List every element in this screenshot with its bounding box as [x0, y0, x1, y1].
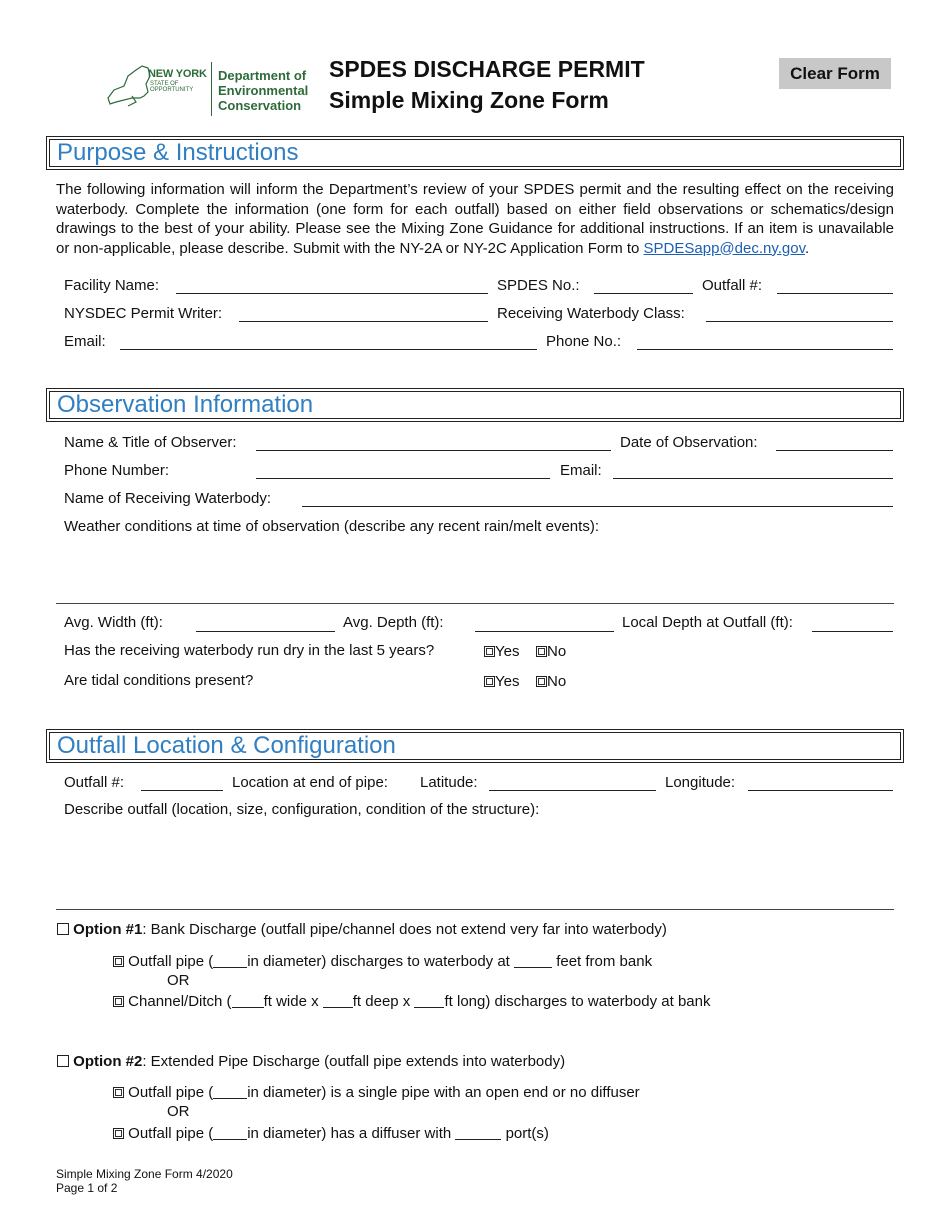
option1-pipe-row — [113, 953, 652, 970]
instructions-end: . — [804, 239, 810, 257]
option2-open-pipe-text1: Outfall pipe ( — [128, 1084, 214, 1101]
location-label: Location at end of pipe: — [232, 774, 388, 791]
logo-dept-line3: Conservation — [218, 98, 302, 113]
page-title: SPDES DISCHARGE PERMIT — [329, 56, 645, 82]
waterbody-class-field[interactable] — [706, 321, 893, 322]
local-depth-label: Local Depth at Outfall (ft): — [622, 614, 793, 631]
option2-checkbox[interactable] — [57, 1055, 69, 1067]
tidal-no-label: No — [547, 673, 567, 690]
outfall-no-field[interactable] — [777, 293, 893, 294]
latitude-field[interactable] — [489, 790, 656, 791]
option2-or: OR — [167, 1103, 190, 1120]
run-dry-no-checkbox[interactable] — [536, 646, 547, 657]
section-purpose-heading: Purpose & Instructions — [57, 139, 299, 166]
longitude-field[interactable] — [748, 790, 893, 791]
option1-checkbox[interactable] — [57, 923, 69, 935]
option2-diffuser-text1: Outfall pipe ( — [128, 1125, 214, 1142]
facility-name-field[interactable] — [176, 293, 488, 294]
run-dry-yes-option[interactable] — [484, 643, 519, 660]
option1-row — [57, 921, 667, 938]
phone-label: Phone No.: — [546, 333, 622, 350]
observation-date-label: Date of Observation: — [620, 434, 758, 451]
longitude-label: Longitude: — [665, 774, 736, 791]
option2-diffuser-checkbox[interactable] — [113, 1128, 124, 1139]
option1-channel-checkbox[interactable] — [113, 996, 124, 1007]
logo-dept-line2: Environmental — [218, 83, 309, 98]
option2-open-pipe-checkbox[interactable] — [113, 1087, 124, 1098]
section-outfall — [46, 729, 904, 763]
option1-pipe-distance-field[interactable] — [514, 953, 552, 968]
option1-channel-text4: ft long) discharges to waterbody at bank — [444, 993, 711, 1010]
section-observation — [46, 388, 904, 422]
run-dry-no-label: No — [547, 643, 567, 660]
option1-channel-row — [113, 993, 710, 1010]
email-label: Email: — [64, 333, 106, 350]
observation-date-field[interactable] — [776, 450, 893, 451]
permit-writer-label: NYSDEC Permit Writer: — [64, 305, 223, 322]
option1-channel-text3: ft deep x — [352, 993, 411, 1010]
tidal-no-option[interactable] — [536, 673, 566, 690]
local-depth-field[interactable] — [812, 631, 893, 632]
email-field[interactable] — [120, 349, 537, 350]
facility-name-label: Facility Name: — [64, 277, 160, 294]
logo-dept-text — [218, 68, 308, 113]
outfall-number-field[interactable] — [141, 790, 223, 791]
permit-writer-field[interactable] — [239, 321, 488, 322]
logo-ny-text: NEW YORK — [148, 68, 207, 80]
option2-open-pipe-row — [113, 1084, 640, 1101]
option1-pipe-checkbox[interactable] — [113, 956, 124, 967]
diffuser-ports-field[interactable] — [455, 1125, 501, 1140]
run-dry-question: Has the receiving waterbody run dry in the last 5 years? — [64, 642, 435, 659]
describe-divider — [56, 909, 894, 910]
latitude-label: Latitude: — [420, 774, 478, 791]
option2-open-pipe-text2: in diameter) is a single pipe with an open end or no diffuser — [247, 1084, 640, 1101]
tidal-no-checkbox[interactable] — [536, 676, 547, 687]
option2-title: Option #2 — [73, 1053, 143, 1070]
channel-length-field[interactable] — [414, 993, 444, 1008]
waterbody-class-label: Receiving Waterbody Class: — [497, 305, 685, 322]
tidal-yes-label: Yes — [495, 673, 520, 690]
waterbody-name-label: Name of Receiving Waterbody: — [64, 490, 272, 507]
clear-form-button[interactable]: Clear Form — [779, 58, 891, 89]
outfall-no-label: Outfall #: — [702, 277, 763, 294]
option2-row — [57, 1053, 565, 1070]
observer-phone-field[interactable] — [256, 478, 550, 479]
channel-depth-field[interactable] — [323, 993, 353, 1008]
tidal-yes-option[interactable] — [484, 673, 519, 690]
run-dry-no-option[interactable] — [536, 643, 566, 660]
option1-channel-text2: ft wide x — [263, 993, 319, 1010]
section-outfall-heading: Outfall Location & Configuration — [57, 732, 396, 759]
option2-description: : Extended Pipe Discharge (outfall pipe extends into waterbody) — [142, 1053, 566, 1070]
footer-page-number: Page 1 of 2 — [56, 1181, 118, 1195]
avg-width-field[interactable] — [196, 631, 335, 632]
dec-logo — [106, 60, 311, 118]
option2-diffuser-text3: port(s) — [505, 1125, 549, 1142]
weather-field[interactable] — [56, 538, 894, 600]
phone-field[interactable] — [637, 349, 893, 350]
page-subtitle: Simple Mixing Zone Form — [329, 87, 609, 113]
option2-diffuser-text2: in diameter) has a diffuser with — [247, 1125, 452, 1142]
observer-field[interactable] — [256, 450, 611, 451]
option1-channel-text1: Channel/Ditch ( — [128, 993, 232, 1010]
tidal-yes-checkbox[interactable] — [484, 676, 495, 687]
channel-width-field[interactable] — [232, 993, 264, 1008]
option2-diffuser-diameter-field[interactable] — [213, 1125, 247, 1140]
option2-diffuser-row — [113, 1125, 549, 1142]
weather-divider — [56, 603, 894, 604]
option1-pipe-diameter-field[interactable] — [213, 953, 247, 968]
run-dry-yes-checkbox[interactable] — [484, 646, 495, 657]
avg-depth-field[interactable] — [475, 631, 614, 632]
observer-email-field[interactable] — [613, 478, 893, 479]
outfall-number-label: Outfall #: — [64, 774, 125, 791]
footer-form-id: Simple Mixing Zone Form 4/2020 — [56, 1167, 233, 1181]
observer-email-label: Email: — [560, 462, 602, 479]
option1-pipe-text2: in diameter) discharges to waterbody at — [247, 953, 510, 970]
avg-depth-label: Avg. Depth (ft): — [343, 614, 444, 631]
describe-outfall-field[interactable] — [56, 822, 894, 906]
option1-pipe-text3: feet from bank — [556, 953, 653, 970]
option1-pipe-text1: Outfall pipe ( — [128, 953, 214, 970]
weather-label: Weather conditions at time of observation (describe any recent rain/melt events): — [64, 518, 599, 535]
option2-open-pipe-diameter-field[interactable] — [213, 1084, 247, 1099]
option1-description: : Bank Discharge (outfall pipe/channel does not extend very far into waterbody) — [142, 921, 667, 938]
run-dry-yes-label: Yes — [495, 643, 520, 660]
option1-or: OR — [167, 972, 190, 989]
logo-ny-sub1: STATE OF — [150, 81, 179, 87]
logo-dept-line1: Department of — [218, 68, 307, 83]
observer-phone-label: Phone Number: — [64, 462, 170, 479]
section-observation-heading: Observation Information — [57, 391, 314, 418]
spdes-no-label: SPDES No.: — [497, 277, 580, 294]
avg-width-label: Avg. Width (ft): — [64, 614, 163, 631]
instructions-text: The following information will inform the Department’s review of your SPDES permit and the resulting effect on the receiving waterbody. Complete the information (one form for each outfall) based on either field observations or schematics/design drawings to the best of your ability. Please see the Mixing Zone Guidance for additional instructions. If an item is unavailable or non-applicable, please describe. Submit with the NY-2A or NY-2C Application Form to — [56, 181, 894, 257]
section-purpose — [46, 136, 904, 170]
spdes-no-field[interactable] — [594, 293, 693, 294]
email-link[interactable]: SPDESapp@dec.ny.gov — [643, 239, 805, 257]
instructions-paragraph — [56, 180, 894, 258]
logo-divider — [211, 62, 212, 116]
option1-title: Option #1 — [73, 921, 143, 938]
describe-outfall-label: Describe outfall (location, size, configuration, condition of the structure): — [64, 801, 540, 818]
tidal-question: Are tidal conditions present? — [64, 672, 254, 689]
ny-state-map-icon — [106, 62, 154, 108]
observer-label: Name & Title of Observer: — [64, 434, 237, 451]
waterbody-name-field[interactable] — [302, 506, 893, 507]
logo-ny-sub2: OPPORTUNITY — [150, 87, 194, 93]
